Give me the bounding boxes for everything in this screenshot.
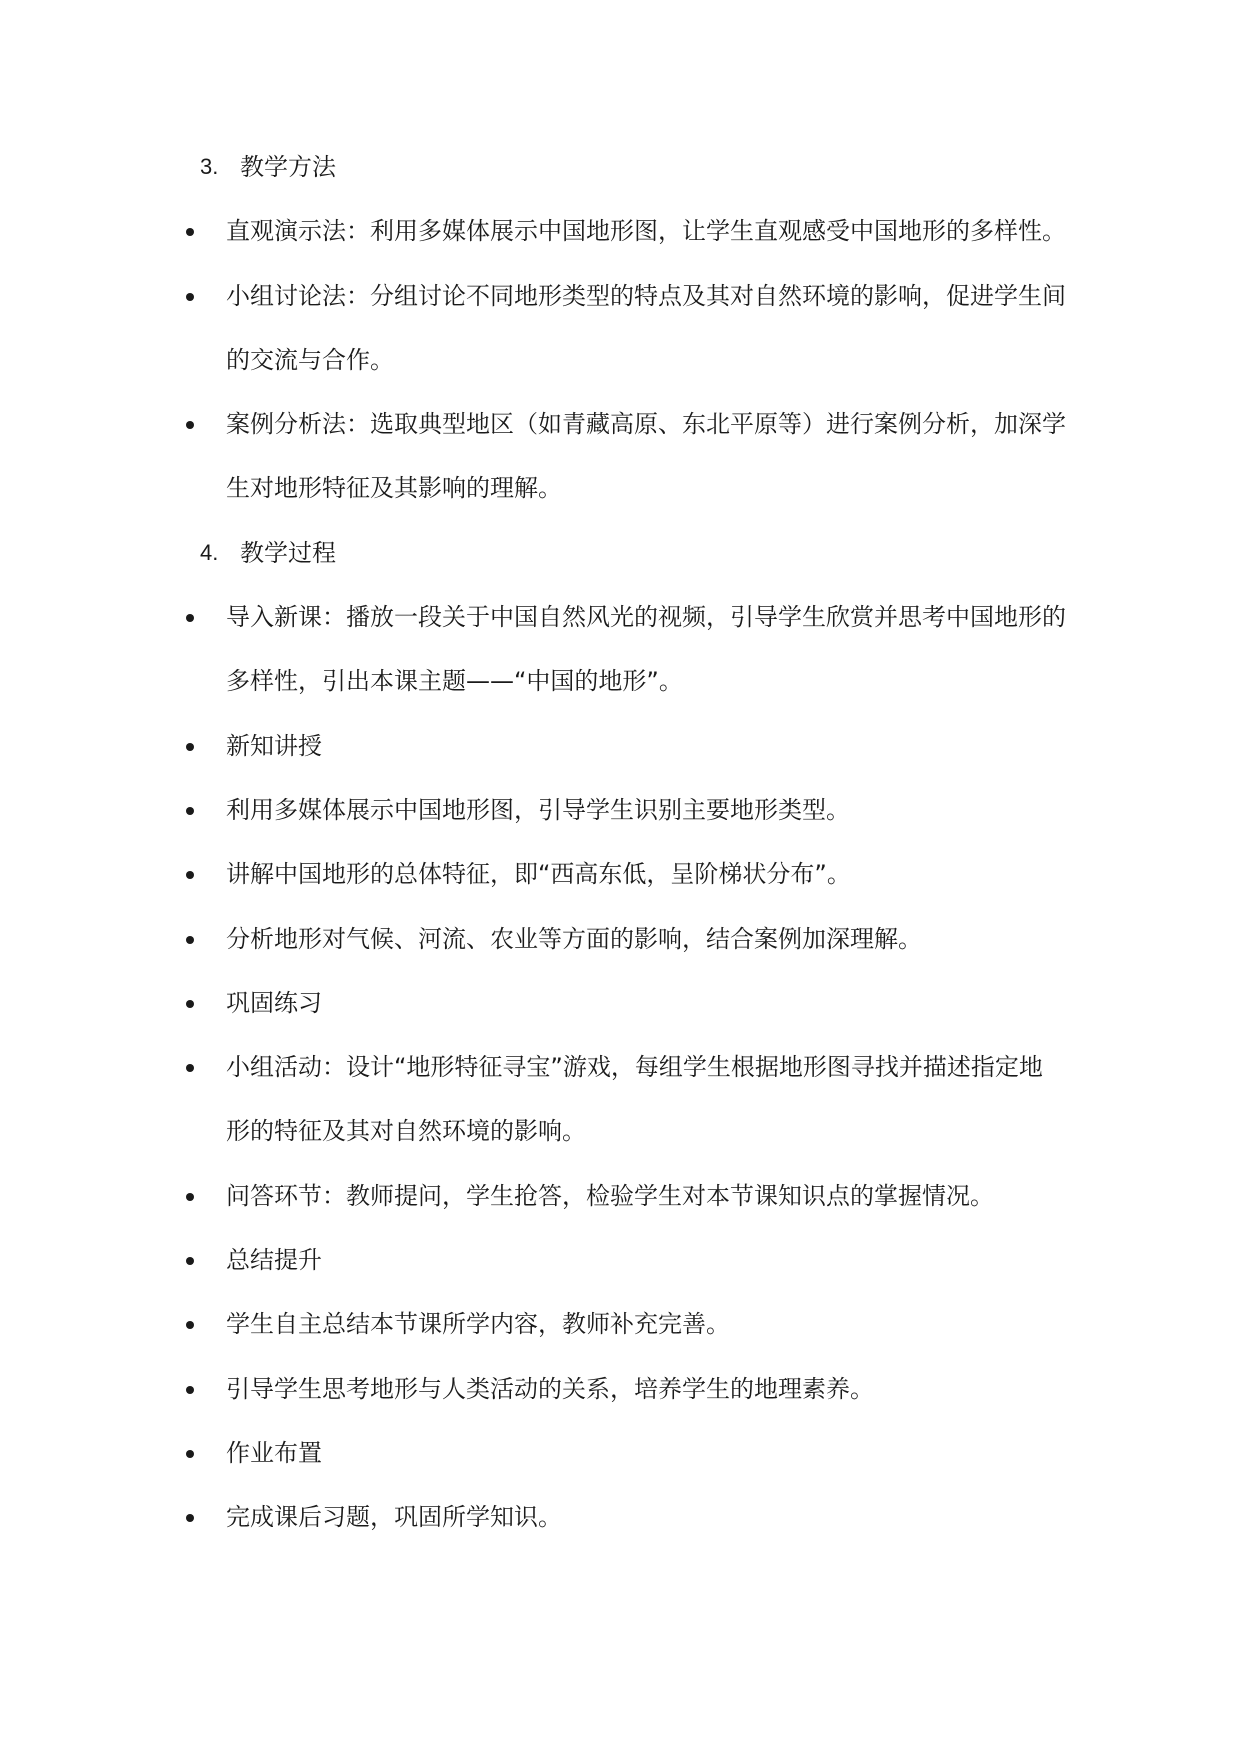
list-item-text: 生对地形特征及其影响的理解。 <box>226 474 562 503</box>
bullet-icon <box>186 1386 194 1394</box>
list-item-text: 新知讲授 <box>226 731 322 760</box>
list-item <box>0 1485 1241 1549</box>
list-item <box>0 1164 1241 1228</box>
list-item-text: 形的特征及其对自然环境的影响。 <box>226 1117 586 1146</box>
section-title: 教学方法 <box>240 153 336 181</box>
bullet-icon <box>186 1257 194 1265</box>
list-item-text: 完成课后习题，巩固所学知识。 <box>226 1503 562 1532</box>
list-item-text: 多样性，引出本课主题——“中国的地形”。 <box>226 667 683 696</box>
bullet-icon <box>186 421 194 429</box>
list-item-text: 总结提升 <box>226 1246 322 1275</box>
list-item-text: 问答环节：教师提问，学生抢答，检验学生对本节课知识点的掌握情况。 <box>226 1181 994 1210</box>
list-item <box>0 392 1241 456</box>
list-item-text: 导入新课：播放一段关于中国自然风光的视频，引导学生欣赏并思考中国地形的 <box>226 603 1066 632</box>
list-item-continuation <box>0 1099 1241 1163</box>
bullet-icon <box>186 614 194 622</box>
list-item-text: 小组活动：设计“地形特征寻宝”游戏，每组学生根据地形图寻找并描述指定地 <box>226 1053 1043 1082</box>
list-item <box>0 842 1241 906</box>
list-item-continuation <box>0 649 1241 713</box>
list-item-text: 引导学生思考地形与人类活动的关系，培养学生的地理素养。 <box>226 1374 874 1403</box>
list-item-text: 案例分析法：选取典型地区（如青藏高原、东北平原等）进行案例分析，加深学 <box>226 410 1066 439</box>
list-item <box>0 778 1241 842</box>
bullet-icon <box>186 807 194 815</box>
list-item <box>0 1292 1241 1356</box>
list-item <box>0 264 1241 328</box>
list-item <box>0 1357 1241 1421</box>
section-number: 3. <box>200 154 219 179</box>
list-item-text: 小组讨论法：分组讨论不同地形类型的特点及其对自然环境的影响，促进学生间 <box>226 281 1066 310</box>
document-content <box>0 135 1241 1550</box>
bullet-icon <box>186 1514 194 1522</box>
bullet-icon <box>186 743 194 751</box>
bullet-icon <box>186 1450 194 1458</box>
list-item-continuation <box>0 328 1241 392</box>
section-number: 4. <box>200 539 219 565</box>
list-item <box>0 1228 1241 1292</box>
list-item <box>0 714 1241 778</box>
list-item-text: 的交流与合作。 <box>226 345 394 374</box>
list-item-text: 讲解中国地形的总体特征，即“西高东低，呈阶梯状分布”。 <box>226 860 851 889</box>
bullet-icon <box>186 228 194 236</box>
list-item <box>0 199 1241 263</box>
list-item <box>0 585 1241 649</box>
section-title: 教学过程 <box>240 538 336 567</box>
list-item-text: 作业布置 <box>226 1438 322 1467</box>
section-heading <box>0 521 1241 585</box>
bullet-icon <box>186 293 194 301</box>
list-item-text: 分析地形对气候、河流、农业等方面的影响，结合案例加深理解。 <box>226 924 922 953</box>
list-item-text: 巩固练习 <box>226 988 322 1017</box>
bullet-icon <box>186 1064 194 1072</box>
bullet-icon <box>186 936 194 944</box>
bullet-icon <box>186 1000 194 1008</box>
list-item-text: 直观演示法：利用多媒体展示中国地形图，让学生直观感受中国地形的多样性。 <box>226 217 1066 246</box>
list-item <box>0 971 1241 1035</box>
list-item <box>0 907 1241 971</box>
list-item-continuation <box>0 456 1241 520</box>
bullet-icon <box>186 1193 194 1201</box>
list-item <box>0 1035 1241 1099</box>
list-item <box>0 1421 1241 1485</box>
bullet-icon <box>186 1321 194 1329</box>
list-item-text: 学生自主总结本节课所学内容，教师补充完善。 <box>226 1310 730 1339</box>
bullet-icon <box>186 871 194 879</box>
section-heading <box>0 135 1241 199</box>
list-item-text: 利用多媒体展示中国地形图，引导学生识别主要地形类型。 <box>226 795 850 824</box>
